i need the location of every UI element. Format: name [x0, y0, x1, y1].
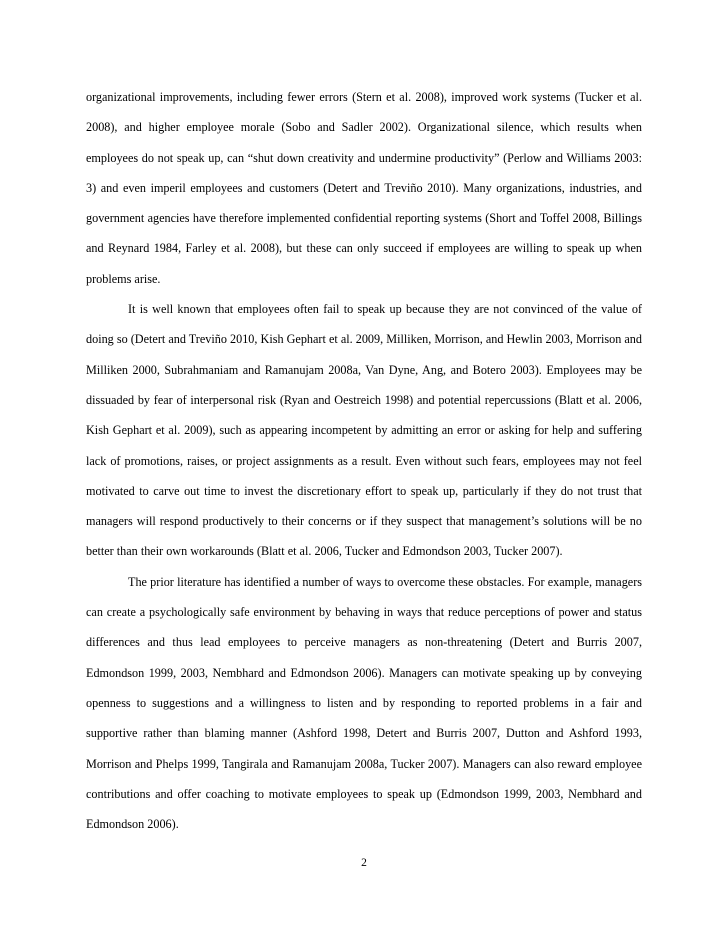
- paragraph-2: It is well known that employees often fail to speak up because they are not convinced of the value of doing so (Detert and Treviño 2010, Kish Gephart et al. 2009, Milliken, Morrison, and Hewlin 2003, Morrison and Milliken 2000, Subrahmaniam and Ramanujam 2008a, Van Dyne, Ang, and Botero 2003). Employees may be dissuaded by fear of interpersonal risk (Ryan and Oestreich 1998) and potential repercussions (Blatt et al. 2006, Kish Gephart et al. 2009), such as appearing incompetent by admitting an error or asking for help and suffering lack of promotions, raises, or project assignments as a result. Even without such fears, employees may not feel motivated to carve out time to invest the discretionary effort to speak up, particularly if they do not trust that managers will respond productively to their concerns or if they suspect that management’s solutions will be no better than their own workarounds (Blatt et al. 2006, Tucker and Edmondson 2003, Tucker 2007).: [86, 302, 642, 559]
- page-number: 2: [361, 857, 367, 869]
- paragraph-3: The prior literature has identified a number of ways to overcome these obstacles. For example, managers can create a psychologically safe environment by behaving in ways that reduce perceptions of power and status differences and thus lead employees to perceive managers as non-threatening (Detert and Burris 2007, Edmondson 1999, 2003, Nembhard and Edmondson 2006). Managers can motivate speaking up by conveying openness to suggestions and a willingness to listen and by responding to reported problems in a fair and supportive rather than blaming manner (Ashford 1998, Detert and Burris 2007, Dutton and Ashford 1993, Morrison and Phelps 1999, Tangirala and Ramanujam 2008a, Tucker 2007). Managers can also reward employee contributions and offer coaching to motivate employees to speak up (Edmondson 1999, 2003, Nembhard and Edmondson 2006).: [86, 574, 642, 832]
- paragraph-1: organizational improvements, including fewer errors (Stern et al. 2008), improved work systems (Tucker et al. 2008), and higher employee morale (Sobo and Sadler 2002). Organizational silence, which results when employees do not speak up, can “shut down creativity and undermine productivity” (Perlow and Williams 2003: 3) and even imperil employees and customers (Detert and Treviño 2010). Many organizations, industries, and government agencies have therefore implemented confidential reporting systems (Short and Toffel 2008, Billings and Reynard 1984, Farley et al. 2008), but these can only succeed if employees are willing to speak up when problems arise.: [86, 90, 642, 286]
- body-text: [86, 82, 642, 839]
